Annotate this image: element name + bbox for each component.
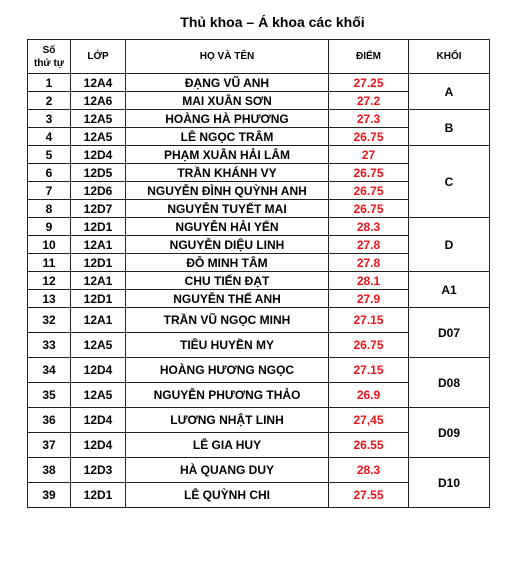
cell-ten: ĐẠNG VŨ ANH — [126, 74, 329, 92]
cell-stt: 5 — [28, 146, 71, 164]
cell-lop: 12A5 — [71, 383, 126, 408]
cell-ten: HÀ QUANG DUY — [126, 458, 329, 483]
cell-lop: 12A4 — [71, 74, 126, 92]
cell-ten: NGUYỄN HẢI YẾN — [126, 218, 329, 236]
cell-diem: 27.9 — [329, 290, 409, 308]
cell-diem: 28.3 — [329, 218, 409, 236]
table-row — [28, 458, 490, 483]
cell-khoi: D07 — [409, 308, 490, 358]
cell-diem: 27,45 — [329, 408, 409, 433]
cell-lop: 12A5 — [71, 128, 126, 146]
cell-ten: TRẦN VŨ NGỌC MINH — [126, 308, 329, 333]
cell-lop: 12D7 — [71, 200, 126, 218]
cell-lop: 12D6 — [71, 182, 126, 200]
table-row — [28, 218, 490, 236]
cell-diem: 27.3 — [329, 110, 409, 128]
cell-khoi: A1 — [409, 272, 490, 308]
table-row — [28, 408, 490, 433]
cell-stt: 13 — [28, 290, 71, 308]
table-row — [28, 110, 490, 128]
table-row — [28, 358, 490, 383]
table-row — [28, 146, 490, 164]
header-lop: LỚP — [71, 40, 126, 74]
cell-stt: 36 — [28, 408, 71, 433]
cell-lop: 12A1 — [71, 308, 126, 333]
table-row — [28, 272, 490, 290]
cell-stt: 34 — [28, 358, 71, 383]
cell-ten: NGUYỄN TUYẾT MAI — [126, 200, 329, 218]
cell-khoi: D08 — [409, 358, 490, 408]
cell-diem: 26.75 — [329, 200, 409, 218]
cell-khoi: C — [409, 146, 490, 218]
cell-lop: 12A5 — [71, 333, 126, 358]
cell-lop: 12D4 — [71, 146, 126, 164]
cell-stt: 35 — [28, 383, 71, 408]
cell-stt: 12 — [28, 272, 71, 290]
cell-diem: 26.9 — [329, 383, 409, 408]
cell-diem: 26.75 — [329, 164, 409, 182]
cell-lop: 12A6 — [71, 92, 126, 110]
cell-ten: ĐỖ MINH TÂM — [126, 254, 329, 272]
cell-lop: 12D1 — [71, 218, 126, 236]
cell-diem: 26.75 — [329, 333, 409, 358]
cell-ten: TRẦN KHÁNH VY — [126, 164, 329, 182]
cell-stt: 32 — [28, 308, 71, 333]
cell-ten: MAI XUÂN SƠN — [126, 92, 329, 110]
cell-diem: 27.8 — [329, 254, 409, 272]
cell-stt: 3 — [28, 110, 71, 128]
cell-stt: 11 — [28, 254, 71, 272]
cell-stt: 2 — [28, 92, 71, 110]
cell-lop: 12D4 — [71, 408, 126, 433]
header-stt: Số thứ tự — [28, 40, 71, 74]
cell-ten: HOÀNG HÀ PHƯƠNG — [126, 110, 329, 128]
cell-diem: 27.55 — [329, 483, 409, 508]
cell-lop: 12A1 — [71, 236, 126, 254]
cell-diem: 27.2 — [329, 92, 409, 110]
cell-stt: 39 — [28, 483, 71, 508]
cell-ten: LÊ GIA HUY — [126, 433, 329, 458]
header-khoi: KHỐI — [409, 40, 490, 74]
cell-lop: 12A5 — [71, 110, 126, 128]
cell-lop: 12D1 — [71, 290, 126, 308]
cell-lop: 12D4 — [71, 433, 126, 458]
cell-lop: 12D5 — [71, 164, 126, 182]
cell-diem: 27.25 — [329, 74, 409, 92]
cell-stt: 33 — [28, 333, 71, 358]
table-row — [28, 308, 490, 333]
cell-lop: 12D1 — [71, 483, 126, 508]
cell-diem: 26.75 — [329, 182, 409, 200]
cell-ten: CHU TIẾN ĐẠT — [126, 272, 329, 290]
page-title: Thủ khoa – Á khoa các khối — [180, 14, 365, 30]
cell-lop: 12D1 — [71, 254, 126, 272]
cell-stt: 8 — [28, 200, 71, 218]
cell-diem: 26.55 — [329, 433, 409, 458]
cell-diem: 27.15 — [329, 308, 409, 333]
header-ho-ten: HỌ VÀ TÊN — [126, 40, 329, 74]
cell-ten: PHẠM XUÂN HẢI LÂM — [126, 146, 329, 164]
score-table — [27, 39, 490, 508]
cell-khoi: D10 — [409, 458, 490, 508]
header-diem: ĐIỂM — [329, 40, 409, 74]
cell-stt: 6 — [28, 164, 71, 182]
cell-ten: LƯƠNG NHẬT LINH — [126, 408, 329, 433]
cell-ten: TIÊU HUYỀN MY — [126, 333, 329, 358]
cell-ten: HOÀNG HƯƠNG NGỌC — [126, 358, 329, 383]
cell-lop: 12D3 — [71, 458, 126, 483]
cell-stt: 37 — [28, 433, 71, 458]
cell-diem: 26.75 — [329, 128, 409, 146]
cell-ten: LÊ NGỌC TRÂM — [126, 128, 329, 146]
cell-stt: 9 — [28, 218, 71, 236]
cell-diem: 27 — [329, 146, 409, 164]
cell-diem: 28.1 — [329, 272, 409, 290]
cell-khoi: D — [409, 218, 490, 272]
cell-ten: NGUYỄN ĐÌNH QUỲNH ANH — [126, 182, 329, 200]
cell-stt: 10 — [28, 236, 71, 254]
cell-khoi: B — [409, 110, 490, 146]
cell-stt: 38 — [28, 458, 71, 483]
cell-ten: LÊ QUỲNH CHI — [126, 483, 329, 508]
cell-ten: NGUYỄN DIỆU LINH — [126, 236, 329, 254]
cell-ten: NGUYỄN THẾ ANH — [126, 290, 329, 308]
cell-khoi: A — [409, 74, 490, 110]
cell-lop: 12D4 — [71, 358, 126, 383]
table-header-row — [28, 40, 490, 74]
cell-diem: 27.15 — [329, 358, 409, 383]
cell-diem: 28.3 — [329, 458, 409, 483]
cell-stt: 4 — [28, 128, 71, 146]
cell-diem: 27.8 — [329, 236, 409, 254]
cell-khoi: D09 — [409, 408, 490, 458]
table-row — [28, 74, 490, 92]
cell-stt: 1 — [28, 74, 71, 92]
cell-stt: 7 — [28, 182, 71, 200]
cell-ten: NGUYỄN PHƯƠNG THẢO — [126, 383, 329, 408]
cell-lop: 12A1 — [71, 272, 126, 290]
